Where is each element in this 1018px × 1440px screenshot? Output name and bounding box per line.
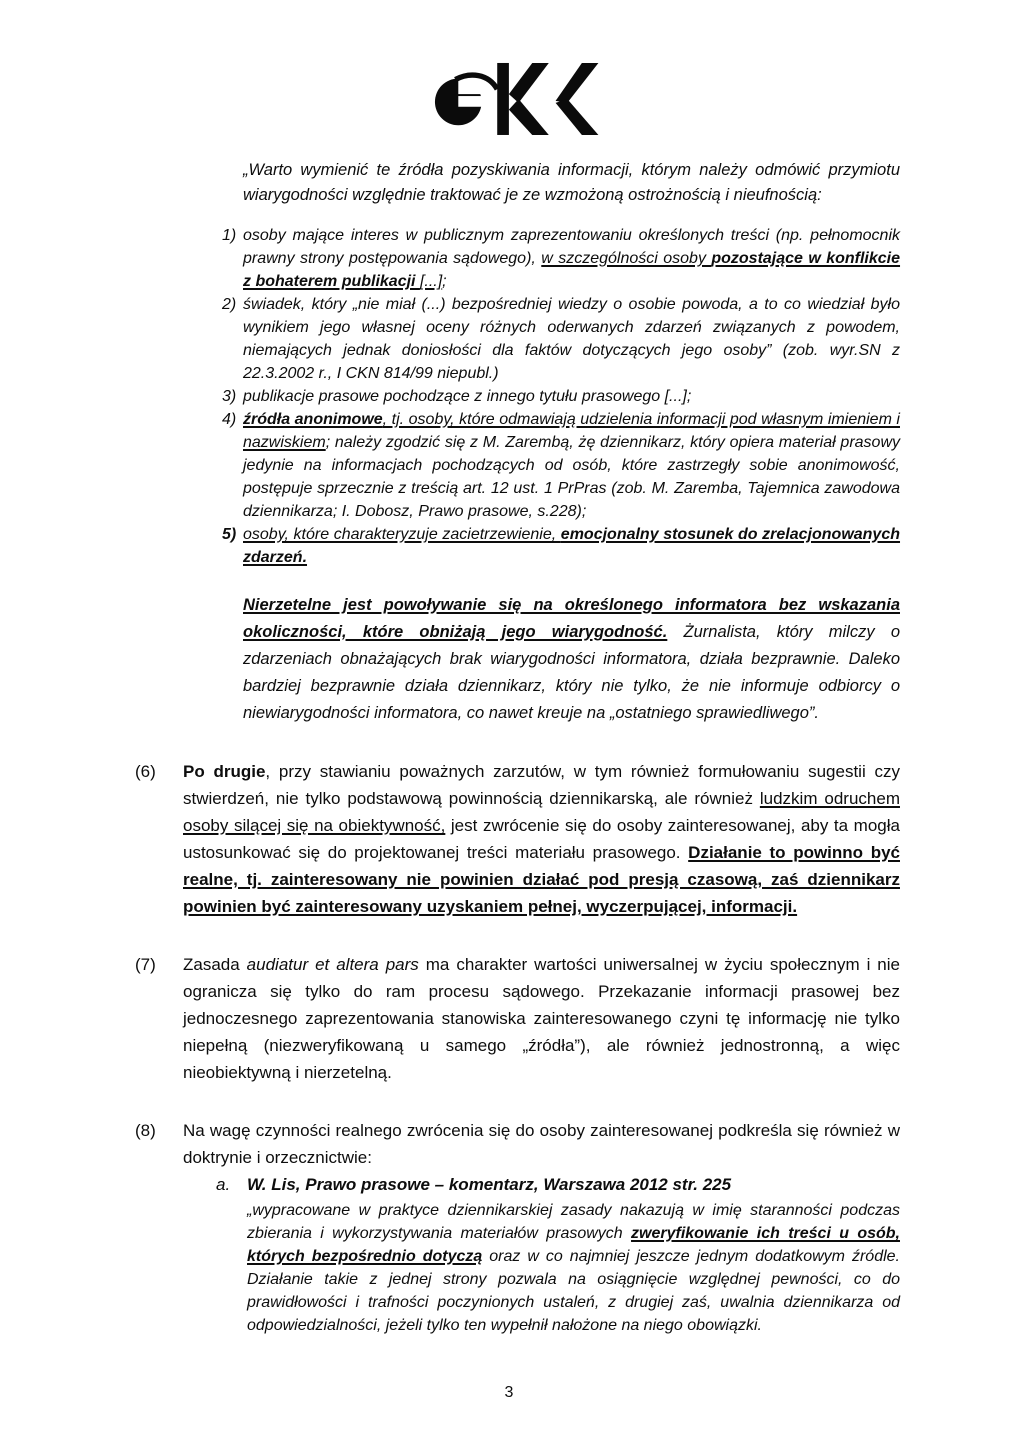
sub-item-marker: a.: [216, 1175, 231, 1194]
logo-container: [0, 54, 1018, 142]
list-item-marker: 3): [222, 388, 237, 405]
paragraph-number: (8): [135, 1121, 156, 1140]
list-item-marker: 1): [222, 227, 237, 244]
list-item: [222, 293, 900, 385]
paragraph-6: [135, 758, 900, 920]
paragraph-text: Na wagę czynności realnego zwrócenia się do osoby zainteresowanej podkreśla się również w doktrynie i orzecznictwie:: [183, 1121, 900, 1167]
list-item-text: publikacje prasowe pochodzące z innego tytułu prasowego [...];: [243, 388, 692, 405]
sub-item-a: [216, 1172, 900, 1197]
list-item-marker: 5): [222, 526, 237, 543]
numbered-list: [222, 224, 900, 569]
gkk-logo-icon: [433, 54, 613, 142]
intro-quote-paragraph: „Warto wymienić te źródła pozyskiwania informacji, którym należy odmówić przymiotu wiarygodności względnie traktować je ze wzmożoną ostrożnością i nieufnością:: [243, 161, 900, 204]
list-item-text: świadek, który „nie miał (...) bezpośredniej wiedzy o osobie powoda, a to co wiedział było wynikiem jego własnej oceny różnych oderwanych zdarzeń związanych z powodem, niemających jednak doniosłości dla faktów dotyczących jego osoby” (zob. wyr.SN z 22.3.2002 r., I CKN 814/99 niepubl.): [243, 296, 900, 382]
closing-quote-paragraph: Nierzetelne jest powoływanie się na określonego informatora bez wskazania okoliczności, które obniżają jego wiarygodność. Żurnalista, który milczy o zdarzeniach obnażających brak wiarygodności informatora, działa bezprawnie. Daleko bardziej bezprawnie działa dziennikarz, który nie tylko, że nie informuje odbiorcy o niewiarygodności informatora, co nawet kreuje na „ostatniego sprawiedliwego”.: [243, 596, 900, 722]
paragraph-number: (6): [135, 762, 156, 781]
citation-quote-paragraph: „wypracowane w praktyce dziennikarskiej zasady nakazują w imię staranności podczas zbierania i wykorzystywania materiałów prasowych zweryfikowanie ich treści u osób, których bezpośrednio dotyczą oraz w co najmniej jeszcze jednym dodatkowym źródle. Działanie takie z jednej strony pozwala na osiągnięcie względnej pewności, co do prawidłowości i trafności poczynionych ustaleń, z drugiej zaś, uwalnia dziennikarza od odpowiedzialności, jeżeli tylko ten wypełnił nałożone na niego obowiązki.: [247, 1202, 900, 1334]
list-item: [222, 523, 900, 569]
list-item: [222, 408, 900, 523]
paragraph-text: Zasada audiatur et altera pars ma charakter wartości uniwersalnej w życiu społecznym i nie ogranicza się tylko do ram procesu sądowego. Przekazanie informacji prasowej bez jednoczesnego zaprezentowania stanowiska zainteresowanego czyni tę informację nie tylko niepełną (niezweryfikowaną u samego „źródła”), ale również jednostronną, a więc nieobiektywną i nierzetelną.: [183, 955, 900, 1082]
list-item-text: osoby, które charakteryzuje zacietrzewienie, emocjonalny stosunek do zrelacjonowanych zdarzeń.: [243, 526, 901, 566]
list-item-marker: 2): [222, 296, 237, 313]
list-item: [222, 385, 900, 408]
list-item-marker: 4): [222, 411, 237, 428]
paragraph-number: (7): [135, 955, 156, 974]
page-number: 3: [504, 1384, 514, 1401]
list-item: [222, 224, 900, 293]
paragraph-8: [135, 1117, 900, 1171]
list-item-text: osoby mające interes w publicznym zaprezentowaniu określonych treści (np. pełnomocnik prawny strony postępowania sądowego), w szczególności osoby pozostające w konflikcie z bohaterem publikacji [...];: [243, 227, 901, 290]
paragraph-7: [135, 951, 900, 1086]
document-body: [135, 158, 900, 1337]
citation-heading: W. Lis, Prawo prasowe – komentarz, Warszawa 2012 str. 225: [247, 1175, 732, 1194]
list-item-text: źródła anonimowe, tj. osoby, które odmawiają udzielenia informacji pod własnym imieniem i nazwiskiem; należy zgodzić się z M. Zarembą, żę dziennikarz, który opiera materiał prasowy jedynie na informacjach pochodzących od osób, które zastrzegły sobie anonimowość, postępuje sprzecznie z treścią art. 12 ust. 1 PrPras (zob. M. Zaremba, Tajemnica zawodowa dziennikarza; I. Dobosz, Prawo prasowe, s.228);: [243, 411, 900, 520]
paragraph-text: Po drugie, przy stawianiu poważnych zarzutów, w tym również formułowaniu sugestii czy stwierdzeń, nie tylko podstawową powinnością dziennikarską, ale również ludzkim odruchem osoby silącej się na obiektywność, jest zwrócenie się do osoby zainteresowanej, aby ta mogła ustosunkować się do projektowanej treści materiału prasowego. Działanie to powinno być realne, tj. zainteresowany nie powinien działać pod presją czasową, zaś dziennikarz powinien być zainteresowany uzyskaniem pełnej, wyczerpującej, informacji.: [183, 762, 900, 916]
